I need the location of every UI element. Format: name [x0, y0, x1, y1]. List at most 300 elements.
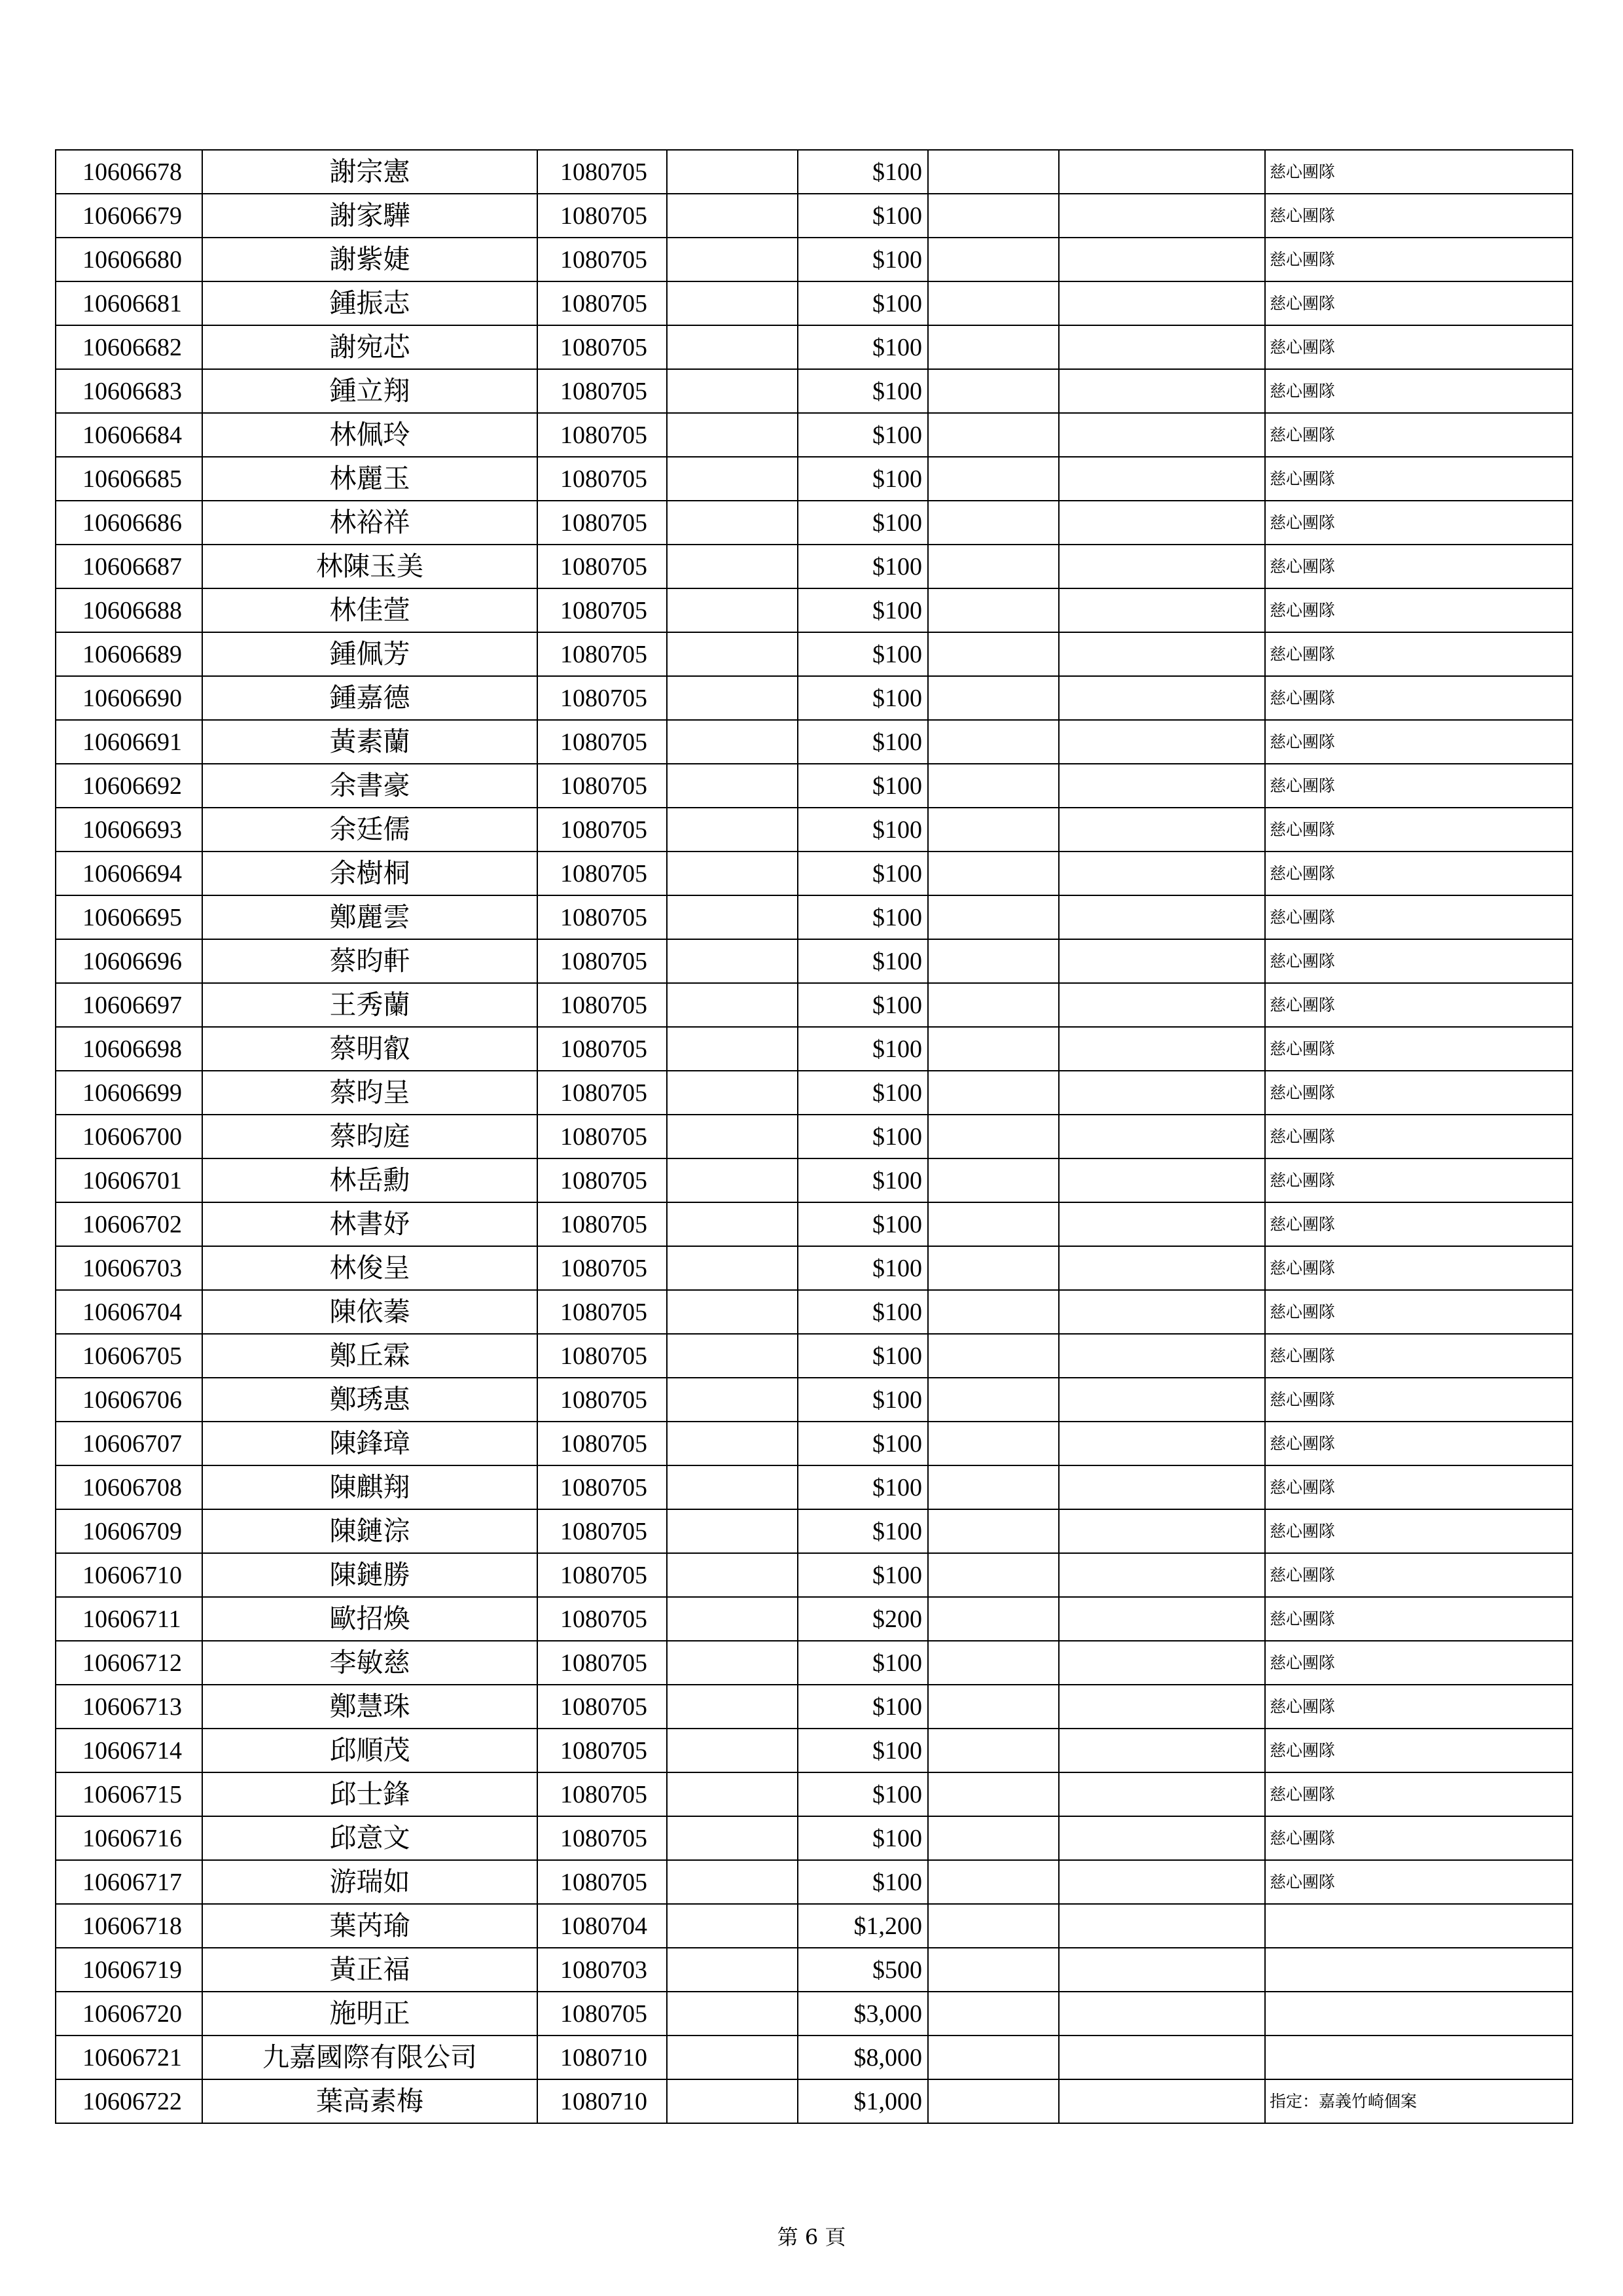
donation-date-cell: 1080710 [537, 2079, 667, 2123]
donor-name-cell: 鍾立翔 [202, 369, 537, 413]
note-cell: 慈心團隊 [1265, 1860, 1573, 1904]
donor-name-cell: 陳鏈淙 [202, 1509, 537, 1553]
note-cell: 慈心團隊 [1265, 1729, 1573, 1772]
amount-cell: $100 [798, 457, 928, 501]
table-row [56, 1027, 1573, 1071]
table-row [56, 413, 1573, 457]
note-cell: 慈心團隊 [1265, 895, 1573, 939]
note-cell: 慈心團隊 [1265, 1246, 1573, 1290]
donation-date-cell: 1080705 [537, 1115, 667, 1158]
amount-cell: $100 [798, 281, 928, 325]
blank-cell [667, 1685, 798, 1729]
blank-cell [928, 1992, 1059, 2036]
donation-date-cell: 1080705 [537, 676, 667, 720]
donation-date-cell: 1080705 [537, 1860, 667, 1904]
table-row [56, 1948, 1573, 1992]
receipt-number-cell: 10606719 [56, 1948, 202, 1992]
receipt-number-cell: 10606678 [56, 150, 202, 194]
note-cell: 慈心團隊 [1265, 1027, 1573, 1071]
donor-name-cell: 余書豪 [202, 764, 537, 808]
table-row [56, 1860, 1573, 1904]
blank-cell [667, 1071, 798, 1115]
blank-cell [928, 852, 1059, 895]
blank-cell [1059, 1509, 1265, 1553]
donation-date-cell: 1080705 [537, 1422, 667, 1465]
amount-cell: $100 [798, 1071, 928, 1115]
donor-name-cell: 陳鏈勝 [202, 1553, 537, 1597]
blank-cell [928, 1685, 1059, 1729]
table-row [56, 1904, 1573, 1948]
table-row [56, 1992, 1573, 2036]
amount-cell: $100 [798, 545, 928, 588]
blank-cell [1059, 1158, 1265, 1202]
receipt-number-cell: 10606701 [56, 1158, 202, 1202]
amount-cell: $200 [798, 1597, 928, 1641]
table-row [56, 1816, 1573, 1860]
blank-cell [1059, 1597, 1265, 1641]
receipt-number-cell: 10606714 [56, 1729, 202, 1772]
donation-date-cell: 1080705 [537, 1027, 667, 1071]
receipt-number-cell: 10606680 [56, 238, 202, 281]
receipt-number-cell: 10606710 [56, 1553, 202, 1597]
donor-name-cell: 鍾振志 [202, 281, 537, 325]
note-cell: 慈心團隊 [1265, 325, 1573, 369]
donation-date-cell: 1080705 [537, 808, 667, 852]
blank-cell [667, 588, 798, 632]
blank-cell [667, 1290, 798, 1334]
amount-cell: $100 [798, 238, 928, 281]
blank-cell [667, 1772, 798, 1816]
blank-cell [667, 369, 798, 413]
receipt-number-cell: 10606718 [56, 1904, 202, 1948]
blank-cell [667, 808, 798, 852]
donor-name-cell: 陳麒翔 [202, 1465, 537, 1509]
blank-cell [1059, 1027, 1265, 1071]
note-cell [1265, 2036, 1573, 2079]
blank-cell [667, 939, 798, 983]
blank-cell [1059, 457, 1265, 501]
receipt-number-cell: 10606703 [56, 1246, 202, 1290]
amount-cell: $100 [798, 413, 928, 457]
note-cell: 慈心團隊 [1265, 194, 1573, 238]
donor-name-cell: 鄭麗雲 [202, 895, 537, 939]
blank-cell [928, 1334, 1059, 1378]
receipt-number-cell: 10606721 [56, 2036, 202, 2079]
blank-cell [1059, 764, 1265, 808]
donation-date-cell: 1080705 [537, 720, 667, 764]
blank-cell [928, 895, 1059, 939]
receipt-number-cell: 10606691 [56, 720, 202, 764]
blank-cell [1059, 632, 1265, 676]
donor-name-cell: 林麗玉 [202, 457, 537, 501]
blank-cell [1059, 325, 1265, 369]
donation-date-cell: 1080705 [537, 457, 667, 501]
note-cell [1265, 1948, 1573, 1992]
blank-cell [667, 764, 798, 808]
blank-cell [1059, 1772, 1265, 1816]
receipt-number-cell: 10606720 [56, 1992, 202, 2036]
blank-cell [1059, 588, 1265, 632]
donation-date-cell: 1080705 [537, 939, 667, 983]
blank-cell [928, 1027, 1059, 1071]
receipt-number-cell: 10606698 [56, 1027, 202, 1071]
receipt-number-cell: 10606699 [56, 1071, 202, 1115]
blank-cell [1059, 501, 1265, 545]
blank-cell [667, 238, 798, 281]
blank-cell [1059, 1465, 1265, 1509]
receipt-number-cell: 10606705 [56, 1334, 202, 1378]
receipt-number-cell: 10606707 [56, 1422, 202, 1465]
receipt-number-cell: 10606713 [56, 1685, 202, 1729]
donor-name-cell: 邱士鋒 [202, 1772, 537, 1816]
blank-cell [928, 676, 1059, 720]
receipt-number-cell: 10606708 [56, 1465, 202, 1509]
amount-cell: $100 [798, 1860, 928, 1904]
receipt-number-cell: 10606688 [56, 588, 202, 632]
table-row [56, 2036, 1573, 2079]
table-row [56, 1641, 1573, 1685]
blank-cell [928, 1158, 1059, 1202]
receipt-number-cell: 10606697 [56, 983, 202, 1027]
donation-table-body [56, 150, 1573, 2123]
blank-cell [928, 1553, 1059, 1597]
page-number: 第 6 頁 [777, 2225, 846, 2250]
donor-name-cell: 黃素蘭 [202, 720, 537, 764]
donor-name-cell: 鄭琇惠 [202, 1378, 537, 1422]
note-cell: 慈心團隊 [1265, 1685, 1573, 1729]
table-row [56, 1334, 1573, 1378]
blank-cell [667, 325, 798, 369]
blank-cell [667, 1465, 798, 1509]
blank-cell [928, 1290, 1059, 1334]
table-row [56, 1246, 1573, 1290]
donor-name-cell: 蔡明叡 [202, 1027, 537, 1071]
amount-cell: $100 [798, 1772, 928, 1816]
donor-name-cell: 謝紫婕 [202, 238, 537, 281]
donor-name-cell: 葉高素梅 [202, 2079, 537, 2123]
table-row [56, 808, 1573, 852]
receipt-number-cell: 10606704 [56, 1290, 202, 1334]
amount-cell: $100 [798, 1027, 928, 1071]
blank-cell [1059, 1422, 1265, 1465]
donation-date-cell: 1080705 [537, 194, 667, 238]
amount-cell: $100 [798, 1553, 928, 1597]
blank-cell [667, 720, 798, 764]
blank-cell [928, 1465, 1059, 1509]
blank-cell [1059, 1378, 1265, 1422]
note-cell: 慈心團隊 [1265, 939, 1573, 983]
donor-name-cell: 陳依蓁 [202, 1290, 537, 1334]
donation-date-cell: 1080705 [537, 281, 667, 325]
amount-cell: $100 [798, 808, 928, 852]
blank-cell [667, 1246, 798, 1290]
amount-cell: $100 [798, 194, 928, 238]
donor-name-cell: 林岳勳 [202, 1158, 537, 1202]
receipt-number-cell: 10606711 [56, 1597, 202, 1641]
blank-cell [1059, 1992, 1265, 2036]
blank-cell [1059, 808, 1265, 852]
note-cell: 慈心團隊 [1265, 1334, 1573, 1378]
donor-name-cell: 蔡昀庭 [202, 1115, 537, 1158]
amount-cell: $100 [798, 1422, 928, 1465]
blank-cell [1059, 1553, 1265, 1597]
blank-cell [928, 413, 1059, 457]
note-cell: 慈心團隊 [1265, 588, 1573, 632]
blank-cell [1059, 895, 1265, 939]
note-cell: 慈心團隊 [1265, 369, 1573, 413]
amount-cell: $100 [798, 588, 928, 632]
receipt-number-cell: 10606683 [56, 369, 202, 413]
donation-date-cell: 1080705 [537, 1553, 667, 1597]
note-cell: 慈心團隊 [1265, 150, 1573, 194]
receipt-number-cell: 10606686 [56, 501, 202, 545]
blank-cell [928, 457, 1059, 501]
receipt-number-cell: 10606679 [56, 194, 202, 238]
blank-cell [1059, 1290, 1265, 1334]
blank-cell [1059, 1115, 1265, 1158]
donation-date-cell: 1080705 [537, 501, 667, 545]
donor-name-cell: 葉芮瑜 [202, 1904, 537, 1948]
blank-cell [667, 1202, 798, 1246]
note-cell: 慈心團隊 [1265, 413, 1573, 457]
donation-date-cell: 1080705 [537, 1729, 667, 1772]
table-row [56, 588, 1573, 632]
donor-name-cell: 游瑞如 [202, 1860, 537, 1904]
blank-cell [928, 1202, 1059, 1246]
blank-cell [1059, 150, 1265, 194]
note-cell: 慈心團隊 [1265, 720, 1573, 764]
blank-cell [928, 281, 1059, 325]
blank-cell [1059, 281, 1265, 325]
blank-cell [928, 1904, 1059, 1948]
blank-cell [928, 369, 1059, 413]
donor-name-cell: 陳鋒璋 [202, 1422, 537, 1465]
donor-name-cell: 林俊呈 [202, 1246, 537, 1290]
donation-date-cell: 1080705 [537, 1641, 667, 1685]
note-cell: 慈心團隊 [1265, 632, 1573, 676]
note-cell: 慈心團隊 [1265, 983, 1573, 1027]
blank-cell [1059, 1860, 1265, 1904]
amount-cell: $100 [798, 369, 928, 413]
amount-cell: $100 [798, 501, 928, 545]
note-cell: 慈心團隊 [1265, 1597, 1573, 1641]
blank-cell [1059, 676, 1265, 720]
note-cell: 慈心團隊 [1265, 1071, 1573, 1115]
amount-cell: $100 [798, 325, 928, 369]
blank-cell [928, 325, 1059, 369]
table-row [56, 545, 1573, 588]
blank-cell [928, 150, 1059, 194]
amount-cell: $500 [798, 1948, 928, 1992]
blank-cell [928, 720, 1059, 764]
blank-cell [667, 852, 798, 895]
table-row [56, 2079, 1573, 2123]
blank-cell [667, 545, 798, 588]
donor-name-cell: 王秀蘭 [202, 983, 537, 1027]
donation-date-cell: 1080705 [537, 1597, 667, 1641]
blank-cell [928, 1378, 1059, 1422]
blank-cell [928, 1948, 1059, 1992]
donation-date-cell: 1080705 [537, 1465, 667, 1509]
blank-cell [928, 939, 1059, 983]
amount-cell: $3,000 [798, 1992, 928, 2036]
receipt-number-cell: 10606692 [56, 764, 202, 808]
donation-date-cell: 1080705 [537, 1158, 667, 1202]
donor-name-cell: 謝宛芯 [202, 325, 537, 369]
blank-cell [667, 457, 798, 501]
amount-cell: $100 [798, 1465, 928, 1509]
blank-cell [928, 238, 1059, 281]
table-row [56, 1071, 1573, 1115]
blank-cell [1059, 1685, 1265, 1729]
table-row [56, 1378, 1573, 1422]
table-row [56, 325, 1573, 369]
receipt-number-cell: 10606709 [56, 1509, 202, 1553]
blank-cell [667, 1597, 798, 1641]
blank-cell [1059, 1202, 1265, 1246]
note-cell: 慈心團隊 [1265, 545, 1573, 588]
receipt-number-cell: 10606715 [56, 1772, 202, 1816]
donation-date-cell: 1080705 [537, 1290, 667, 1334]
blank-cell [667, 2036, 798, 2079]
amount-cell: $100 [798, 983, 928, 1027]
table-row [56, 1465, 1573, 1509]
table-row [56, 1158, 1573, 1202]
blank-cell [928, 2036, 1059, 2079]
receipt-number-cell: 10606682 [56, 325, 202, 369]
table-row [56, 281, 1573, 325]
donor-name-cell: 歐招煥 [202, 1597, 537, 1641]
note-cell: 慈心團隊 [1265, 457, 1573, 501]
donor-name-cell: 謝宗憲 [202, 150, 537, 194]
donation-date-cell: 1080705 [537, 1685, 667, 1729]
blank-cell [1059, 194, 1265, 238]
blank-cell [667, 1948, 798, 1992]
blank-cell [928, 1509, 1059, 1553]
note-cell: 慈心團隊 [1265, 1772, 1573, 1816]
receipt-number-cell: 10606689 [56, 632, 202, 676]
receipt-number-cell: 10606694 [56, 852, 202, 895]
donation-date-cell: 1080705 [537, 1992, 667, 2036]
blank-cell [1059, 369, 1265, 413]
donor-name-cell: 鍾嘉德 [202, 676, 537, 720]
donation-date-cell: 1080705 [537, 895, 667, 939]
donation-date-cell: 1080705 [537, 238, 667, 281]
blank-cell [667, 1509, 798, 1553]
receipt-number-cell: 10606717 [56, 1860, 202, 1904]
blank-cell [667, 413, 798, 457]
blank-cell [1059, 2079, 1265, 2123]
donation-date-cell: 1080705 [537, 413, 667, 457]
table-row [56, 1597, 1573, 1641]
receipt-number-cell: 10606706 [56, 1378, 202, 1422]
donation-date-cell: 1080705 [537, 1378, 667, 1422]
amount-cell: $100 [798, 632, 928, 676]
amount-cell: $100 [798, 1641, 928, 1685]
blank-cell [928, 1772, 1059, 1816]
amount-cell: $100 [798, 1246, 928, 1290]
receipt-number-cell: 10606712 [56, 1641, 202, 1685]
blank-cell [928, 1597, 1059, 1641]
receipt-number-cell: 10606695 [56, 895, 202, 939]
blank-cell [1059, 939, 1265, 983]
blank-cell [1059, 238, 1265, 281]
table-row [56, 720, 1573, 764]
blank-cell [928, 1246, 1059, 1290]
blank-cell [667, 1378, 798, 1422]
blank-cell [928, 1860, 1059, 1904]
donation-date-cell: 1080705 [537, 983, 667, 1027]
donation-date-cell: 1080705 [537, 1772, 667, 1816]
table-row [56, 1422, 1573, 1465]
blank-cell [928, 808, 1059, 852]
table-row [56, 1202, 1573, 1246]
blank-cell [928, 1071, 1059, 1115]
donation-date-cell: 1080705 [537, 1509, 667, 1553]
donation-date-cell: 1080705 [537, 545, 667, 588]
table-row [56, 150, 1573, 194]
table-row [56, 939, 1573, 983]
amount-cell: $8,000 [798, 2036, 928, 2079]
note-cell: 慈心團隊 [1265, 238, 1573, 281]
note-cell: 慈心團隊 [1265, 764, 1573, 808]
donation-date-cell: 1080705 [537, 1071, 667, 1115]
receipt-number-cell: 10606693 [56, 808, 202, 852]
donor-name-cell: 九嘉國際有限公司 [202, 2036, 537, 2079]
blank-cell [1059, 852, 1265, 895]
amount-cell: $100 [798, 1290, 928, 1334]
table-row [56, 1553, 1573, 1597]
note-cell: 慈心團隊 [1265, 1202, 1573, 1246]
donor-name-cell: 邱順茂 [202, 1729, 537, 1772]
table-row [56, 369, 1573, 413]
donor-name-cell: 余樹桐 [202, 852, 537, 895]
blank-cell [928, 1816, 1059, 1860]
table-row [56, 1115, 1573, 1158]
blank-cell [928, 764, 1059, 808]
blank-cell [667, 2079, 798, 2123]
blank-cell [1059, 720, 1265, 764]
amount-cell: $100 [798, 676, 928, 720]
note-cell [1265, 1904, 1573, 1948]
blank-cell [667, 1816, 798, 1860]
blank-cell [928, 1115, 1059, 1158]
blank-cell [1059, 413, 1265, 457]
receipt-number-cell: 10606685 [56, 457, 202, 501]
donation-date-cell: 1080705 [537, 150, 667, 194]
blank-cell [667, 676, 798, 720]
table-row [56, 895, 1573, 939]
blank-cell [1059, 2036, 1265, 2079]
amount-cell: $1,200 [798, 1904, 928, 1948]
donation-date-cell: 1080705 [537, 588, 667, 632]
donation-date-cell: 1080705 [537, 852, 667, 895]
note-cell: 慈心團隊 [1265, 1422, 1573, 1465]
donation-date-cell: 1080710 [537, 2036, 667, 2079]
blank-cell [928, 632, 1059, 676]
donation-date-cell: 1080704 [537, 1904, 667, 1948]
donor-name-cell: 林裕祥 [202, 501, 537, 545]
receipt-number-cell: 10606716 [56, 1816, 202, 1860]
donation-date-cell: 1080705 [537, 369, 667, 413]
donation-date-cell: 1080705 [537, 632, 667, 676]
note-cell: 慈心團隊 [1265, 501, 1573, 545]
table-row [56, 1509, 1573, 1553]
blank-cell [667, 1904, 798, 1948]
receipt-number-cell: 10606722 [56, 2079, 202, 2123]
note-cell [1265, 1992, 1573, 2036]
blank-cell [667, 983, 798, 1027]
